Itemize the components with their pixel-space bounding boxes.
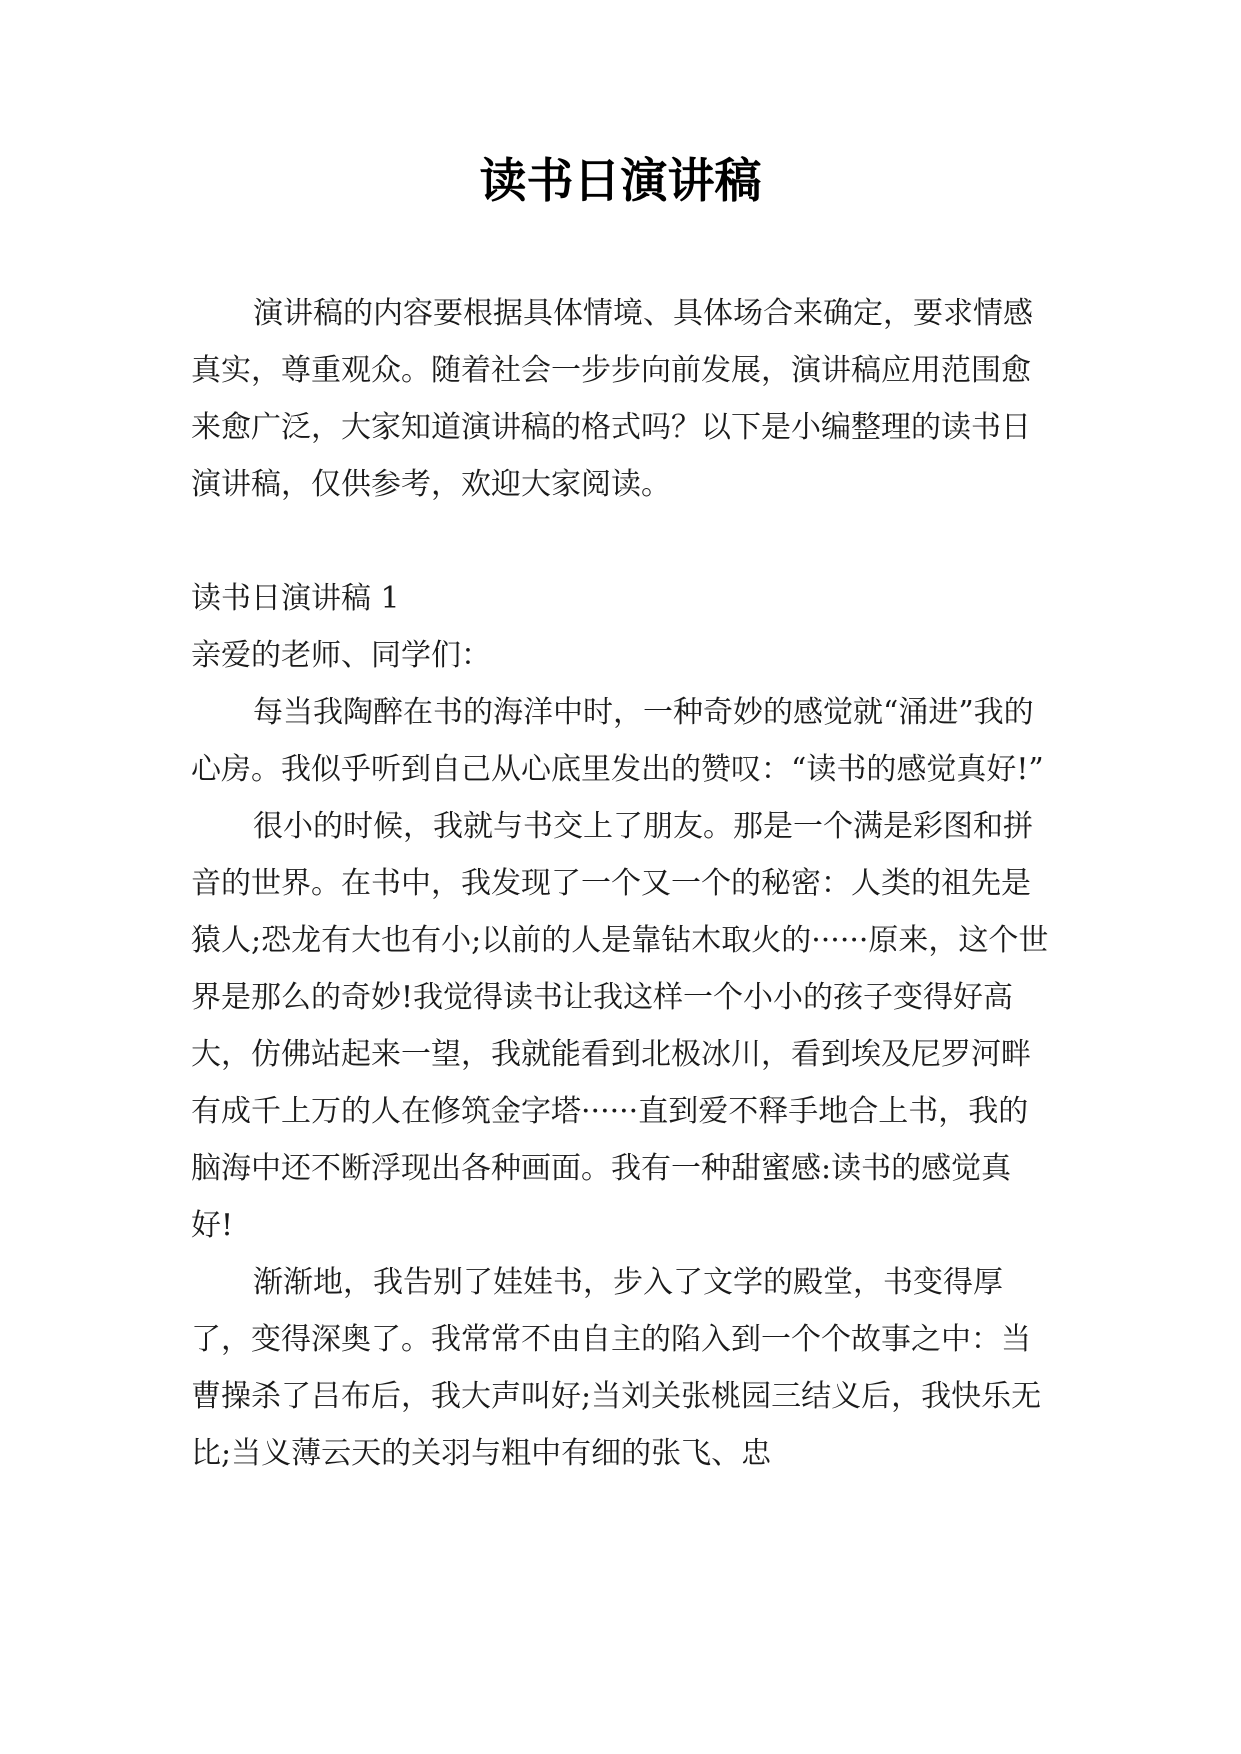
section-heading: 读书日演讲稿 1 [191,581,400,616]
intro-paragraph: 演讲稿的内容要根据具体情境、具体场合来确定，要求情感真实，尊重观众。随着社会一步步向前发展，演讲稿应用范围愈来愈广泛，大家知道演讲稿的格式吗？以下是小编整理的读书日演讲稿，仅供参考，欢迎大家阅读。 [191,296,1033,502]
document-body [191,285,1050,1482]
paragraph-spacer [191,513,1050,570]
body-paragraph: 很小的时候，我就与书交上了朋友。那是一个满是彩图和拼音的世界。在书中，我发现了一个又一个的秘密：人类的祖先是猿人;恐龙有大也有小;以前的人是靠钻木取火的······原来，这个世界是那么的奇妙!我觉得读书让我这样一个小小的孩子变得好高大，仿佛站起来一望，我就能看到北极冰川，看到埃及尼罗河畔有成千上万的人在修筑金字塔······直到爱不释手地合上书，我的脑海中还不断浮现出各种画面。我有一种甜蜜感:读书的感觉真好! [191,809,1049,1243]
salutation: 亲爱的老师、同学们： [191,638,491,673]
body-paragraph: 渐渐地，我告别了娃娃书，步入了文学的殿堂，书变得厚了，变得深奥了。我常常不由自主的陷入到一个个故事之中：当曹操杀了吕布后，我大声叫好;当刘关张桃园三结义后，我快乐无比;当义薄云天的关羽与粗中有细的张飞、忠 [191,1265,1042,1471]
body-paragraph: 每当我陶醉在书的海洋中时，一种奇妙的感觉就“涌进”我的心房。我似乎听到自己从心底里发出的赞叹：“读书的感觉真好!” [191,695,1044,787]
document-title: 读书日演讲稿 [479,154,762,209]
